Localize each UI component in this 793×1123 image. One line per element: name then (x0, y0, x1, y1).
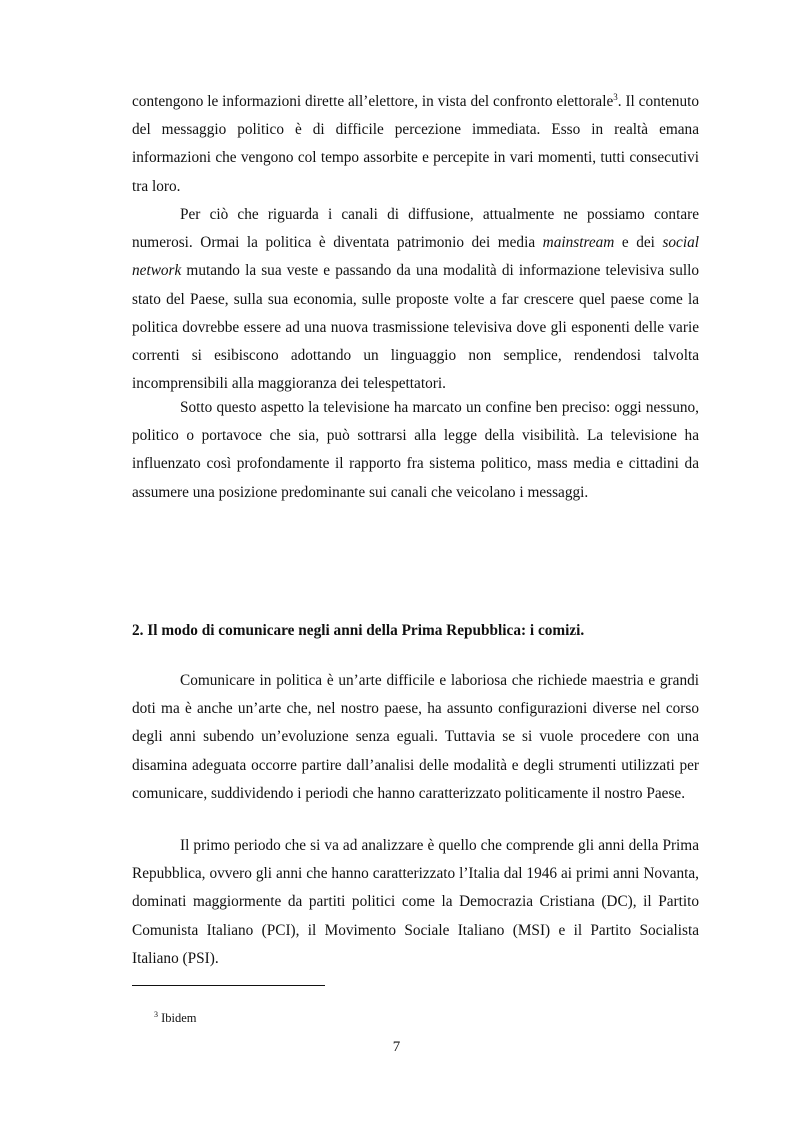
section-heading: 2. Il modo di comunicare negli anni della Prima Repubblica: i comizi. (132, 622, 585, 639)
paragraph-intro-1-rest: . Il contenuto del messaggio politico è di difficile percezione immediata. Esso in realtà emana informazioni che vengono col tempo assorbite e percepite in vari momenti, tutti consecutivi tra loro. (132, 93, 699, 195)
term-social-network: social network (132, 234, 699, 280)
paragraph-intro-1 (132, 88, 699, 201)
footnote-reference: 3 (613, 91, 618, 102)
paragraph-intro-2-part3: mutando la sua veste e passando da una modalità di informazione televisiva sullo stato del Paese, sulla sua economia, sulle proposte volte a far crescere quel paese come la politica dovrebbe essere ad una nuova trasmissione televisiva dove gli esponenti delle varie correnti si esibiscono adottando un linguaggio non semplice, rendendosi talvolta incomprensibili alla maggioranza dei telespettatori. (132, 262, 699, 393)
paragraph-intro-1-text: contengono le informazioni dirette all’elettore, in vista del confronto elettorale (132, 93, 614, 110)
footnote-number: 3 (154, 1009, 158, 1019)
footnote-text: Ibidem (158, 1011, 197, 1025)
footnote (154, 1011, 197, 1026)
paragraph-section-1: Comunicare in politica è un’arte difficile e laboriosa che richiede maestria e grandi doti ma è anche un’arte che, nel nostro paese, ha assunto configurazioni diverse nel corso degli anni subendo un’evoluzione senza eguali. Tuttavia se si vuole procedere con una disamina adeguata occorre partire dall’analisi delle modalità e degli strumenti utilizzati per comunicare, suddividendo i periodi che hanno caratterizzato politicamente il nostro Paese. (132, 672, 699, 802)
page-number: 7 (392, 1039, 401, 1055)
paragraph-section-2: Il primo periodo che si va ad analizzare è quello che comprende gli anni della Prima Repubblica, ovvero gli anni che hanno caratterizzato l’Italia dal 1946 ai primi anni Novanta, dominati maggiormente da partiti politici come la Democrazia Cristiana (DC), il Partito Comunista Italiano (PCI), il Movimento Sociale Italiano (MSI) e il Partito Socialista Italiano (PSI). (132, 837, 699, 967)
paragraph-intro-2-part2: e dei (614, 234, 663, 252)
term-mainstream: mainstream (542, 234, 615, 252)
paragraph-intro-2 (132, 201, 699, 398)
paragraph-intro-3: Sotto questo aspetto la televisione ha marcato un confine ben preciso: oggi nessuno, politico o portavoce che sia, può sottrarsi alla legge della visibilità. La televisione ha influenzato così profondamente il rapporto fra sistema politico, mass media e cittadini da assumere una posizione predominante sui canali che veicolano i messaggi. (132, 399, 699, 501)
footnote-separator (132, 985, 325, 986)
paragraph-intro-2-part1: Per ciò che riguarda i canali di diffusione, attualmente ne possiamo contare numerosi. Ormai la politica è diventata patrimonio dei media (132, 206, 699, 252)
